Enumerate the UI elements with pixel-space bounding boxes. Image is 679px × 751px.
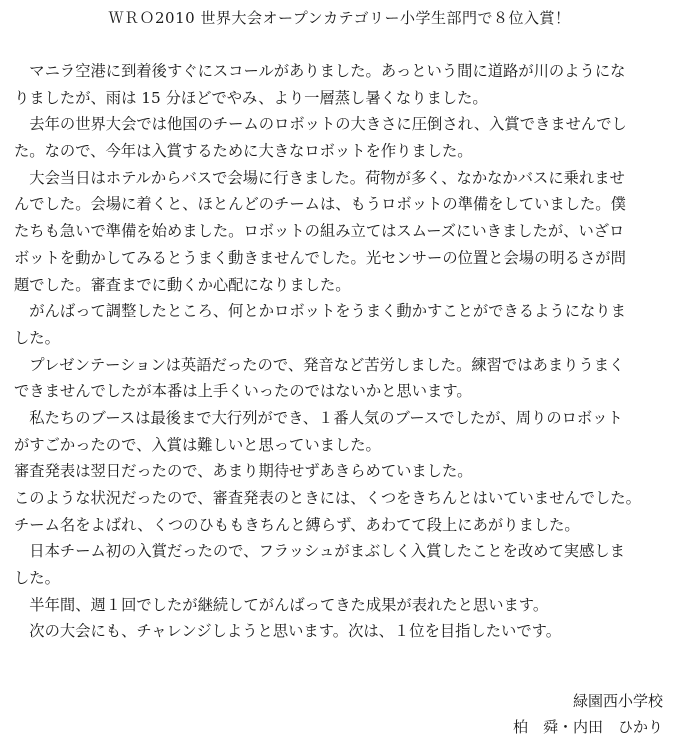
body-line: 私たちのブースは最後まで大行列ができ、１番人気のブースでしたが、周りのロボット xyxy=(14,408,623,427)
body-line: 次の大会にも、チャレンジしようと思います。次は、１位を目指したいです。 xyxy=(14,622,562,641)
body-line: した。 xyxy=(14,569,60,588)
document-body xyxy=(14,58,669,645)
body-line: た。なので、今年は入賞するために大きなロボットを作りました。 xyxy=(14,142,473,161)
school-name: 緑園西小学校 xyxy=(572,692,663,710)
body-line: がすごかったので、入賞は難しいと思っていました。 xyxy=(14,435,381,454)
body-line: 審査発表は翌日だったので、あまり期待せずあきらめていました。 xyxy=(14,462,473,481)
document-title: ＷＲＯ2010 世界大会オープンカテゴリー小学生部門で８位入賞！ xyxy=(108,9,571,27)
body-line: 題でした。審査までに動くか心配になりました。 xyxy=(14,275,351,294)
body-line: プレゼンテーションは英語だったので、発音など苦労しました。練習ではあまりうまく xyxy=(14,355,625,374)
body-line: がんばって調整したところ、何とかロボットをうまく動かすことができるようになりま xyxy=(14,302,626,321)
body-line: マニラ空港に到着後すぐにスコールがありました。あっという間に道路が川のようにな xyxy=(14,62,626,80)
body-line: りましたが、雨は 15 分ほどでやみ、より一層蒸し暑くなりました。 xyxy=(14,88,488,107)
author-names: 柏 舜・内田 ひかり xyxy=(512,718,663,736)
body-line: 日本チーム初の入賞だったので、フラッシュがまぶしく入賞したことを改めて実感しま xyxy=(14,542,625,561)
body-line: した。 xyxy=(14,328,60,347)
body-line: できませんでしたが本番は上手くいったのではないかと思います。 xyxy=(14,382,472,401)
body-line: チーム名をよばれ、くつのひももきちんと縛らず、あわてて段上にあがりました。 xyxy=(14,515,580,534)
body-line: ボットを動かしてみるとうまく動きませんでした。光センサーの位置と会場の明るさが問 xyxy=(14,248,626,267)
body-line: 半年間、週１回でしたが継続してがんばってきた成果が表れたと思います。 xyxy=(14,595,549,614)
body-line: たちも急いで準備を始めました。ロボットの組み立てはスムーズにいきましたが、いざロ xyxy=(14,222,625,241)
signature-block xyxy=(513,688,663,740)
body-line: 大会当日はホテルからバスで会場に行きました。荷物が多く、なかなかバスに乗れませ xyxy=(14,168,625,187)
body-line: んでした。会場に着くと、ほとんどのチームは、もうロボットの準備をしていました。僕 xyxy=(14,195,626,214)
body-line: 去年の世界大会では他国のチームのロボットの大きさに圧倒され、入賞できませんでし xyxy=(14,115,627,134)
body-line: このような状況だったので、審査発表のときには、くつをきちんとはいていませんでした。 xyxy=(14,489,641,507)
